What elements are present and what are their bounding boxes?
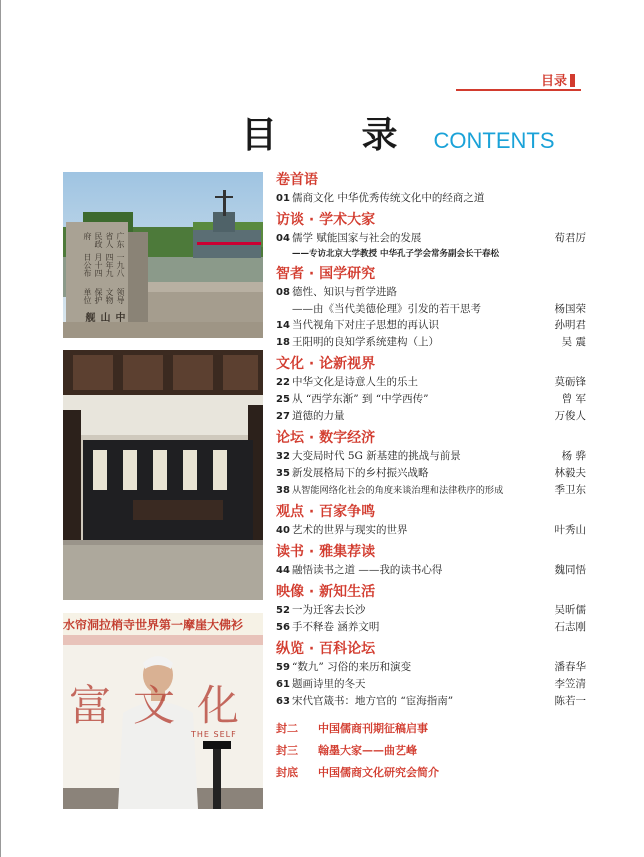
article-title: 艺术的世界与现实的世界 [292, 524, 408, 536]
title-english: CONTENTS [433, 128, 555, 153]
article-author: 吴昕儒 [554, 604, 586, 616]
page-number: 35 [276, 468, 290, 479]
toc-entry-subtitle [276, 301, 586, 317]
stele-line: 领导文物保护单位 [83, 287, 125, 304]
page-number: 56 [276, 622, 290, 633]
toc-entry[interactable] [276, 230, 586, 247]
toc-section [276, 210, 586, 261]
toc-section [276, 170, 586, 207]
article-author: 万俊人 [554, 410, 586, 422]
article-author: 孙明君 [554, 319, 586, 331]
toc-entry[interactable] [276, 334, 586, 351]
section-title: 观点 · 百家争鸣 [276, 504, 376, 520]
cover-label: 封底 [276, 766, 298, 779]
toc-section [276, 264, 586, 351]
toc-section [276, 639, 586, 710]
article-title: 儒商文化 中华优秀传统文化中的经商之道 [292, 192, 485, 204]
stele-line: 一九八四年九月十四日公布 [83, 253, 125, 278]
cover-entry[interactable] [276, 718, 586, 740]
cover-text: 中国儒商文化研究会简介 [318, 766, 439, 779]
article-title: 当代视角下对庄子思想的再认识 [292, 319, 439, 331]
page-number: 22 [276, 377, 290, 388]
article-title: 宋代官箴书：地方官的 “宦海指南” [292, 695, 454, 707]
page-number: 38 [276, 485, 290, 496]
cover-text: 中国儒商刊期征稿启事 [318, 722, 428, 735]
toc-section [276, 428, 586, 499]
toc-entry[interactable] [276, 408, 586, 425]
section-title: 映像 · 新知生活 [276, 584, 376, 600]
article-author: 叶秀山 [554, 524, 586, 536]
page-number: 27 [276, 411, 290, 422]
article-title: 中华文化是诗意人生的乐土 [292, 376, 418, 388]
article-author: 魏同悟 [554, 564, 586, 576]
article-title: 题画诗里的冬天 [292, 678, 366, 690]
backdrop-subtitle: THE SELF [191, 730, 237, 739]
article-title: 道德的力量 [292, 410, 345, 422]
toc-entry[interactable] [276, 190, 586, 207]
article-author: 石志刚 [554, 621, 586, 633]
cover-label: 封三 [276, 744, 298, 757]
cover-entry[interactable] [276, 740, 586, 762]
article-title: 一为迁客去长沙 [292, 604, 366, 616]
stele-line: 中山舰 [83, 312, 124, 322]
stele-inscription [71, 232, 126, 322]
page-number: 63 [276, 696, 290, 707]
article-author: 陈若一 [554, 695, 586, 707]
toc-entry[interactable] [276, 619, 586, 636]
page-number: 52 [276, 605, 290, 616]
page-number: 61 [276, 679, 290, 690]
toc-entry[interactable] [276, 602, 586, 619]
article-author: 林毅夫 [554, 467, 586, 479]
toc-entry[interactable] [276, 391, 586, 408]
page-number: 59 [276, 662, 290, 673]
article-author: 潘春华 [554, 661, 586, 673]
toc-entry[interactable] [276, 482, 586, 499]
article-title: 德性、知识与哲学进路 [292, 286, 397, 298]
page-number: 40 [276, 525, 290, 536]
cover-label: 封二 [276, 722, 298, 735]
toc-section [276, 582, 586, 636]
article-author: 荀君厉 [554, 232, 586, 244]
page-number: 32 [276, 451, 290, 462]
banner-text: 水帘洞拉梢寺世界第一摩崖大佛衫 [63, 618, 244, 632]
section-title: 卷首语 [276, 172, 318, 188]
article-author: 李笠清 [554, 678, 586, 690]
section-label: 目录 [541, 70, 575, 89]
article-author: 曾 军 [561, 393, 586, 405]
header-rule [456, 89, 581, 91]
page-number: 01 [276, 193, 290, 204]
article-title: 大变局时代 5G 新基建的挑战与前景 [292, 450, 461, 462]
photo-exhibition-hall [63, 350, 263, 600]
article-subtitle: ——由《当代美德伦理》引发的若干思考 [292, 303, 481, 315]
toc-entry[interactable] [276, 562, 586, 579]
article-title: 新发展格局下的乡村振兴战略 [292, 467, 429, 479]
toc-entry[interactable] [276, 284, 586, 301]
section-title: 论坛 · 数字经济 [276, 430, 376, 446]
article-author: 季卫东 [554, 484, 586, 496]
toc-section [276, 542, 586, 579]
article-author: 吴 震 [561, 336, 586, 348]
article-author: 杨 骅 [561, 450, 586, 462]
article-title: “数九” 习俗的来历和演变 [292, 661, 412, 673]
photo-stele-warship [63, 172, 263, 338]
section-title: 智者 · 国学研究 [276, 266, 376, 282]
toc-entry[interactable] [276, 448, 586, 465]
page-title [241, 112, 555, 158]
article-title: 王阳明的良知学系统建构（上） [292, 336, 439, 348]
toc-entry[interactable] [276, 317, 586, 334]
toc-section [276, 354, 586, 425]
photo-speaker [63, 613, 263, 809]
backdrop-calligraphy: 富文化 [69, 681, 262, 730]
article-title: 从 “西学东渐” 到 “中学西传” [292, 393, 429, 405]
page-number: 18 [276, 337, 290, 348]
stele-line: 广东省人民政府 [83, 232, 125, 248]
title-chinese: 目 录 [241, 114, 434, 156]
toc-section [276, 502, 586, 539]
article-author: 莫砺锋 [554, 376, 586, 388]
article-title: 手不释卷 涵养文明 [292, 621, 380, 633]
page-number: 04 [276, 233, 290, 244]
page-number: 25 [276, 394, 290, 405]
article-title: 儒学 赋能国家与社会的发展 [292, 232, 422, 244]
cover-text: 翰墨大家——曲艺峰 [318, 744, 417, 757]
toc-entry[interactable] [276, 522, 586, 539]
page-number: 44 [276, 565, 290, 576]
page-number: 08 [276, 287, 290, 298]
section-marker [570, 74, 575, 87]
section-title: 访谈 · 学术大家 [276, 212, 376, 228]
article-title: 融悟读书之道 ——我的读书心得 [292, 564, 443, 576]
toc-entry[interactable] [276, 659, 586, 676]
toc-entry[interactable] [276, 374, 586, 391]
table-of-contents [276, 170, 586, 784]
toc-entry[interactable] [276, 693, 586, 710]
section-title: 文化 · 论新视界 [276, 356, 376, 372]
toc-entry[interactable] [276, 465, 586, 482]
article-subtitle: ——专访北京大学教授 中华孔子学会常务副会长干春松 [292, 249, 499, 259]
section-title: 纵览 · 百科论坛 [276, 641, 376, 657]
page-number: 14 [276, 320, 290, 331]
article-author: 杨国荣 [554, 303, 586, 315]
article-title: 从智能网络化社会的角度来谈治理和法律秩序的形成 [292, 485, 504, 496]
toc-entry[interactable] [276, 676, 586, 693]
section-title: 读书 · 雅集荐读 [276, 544, 376, 560]
cover-entry[interactable] [276, 762, 586, 784]
